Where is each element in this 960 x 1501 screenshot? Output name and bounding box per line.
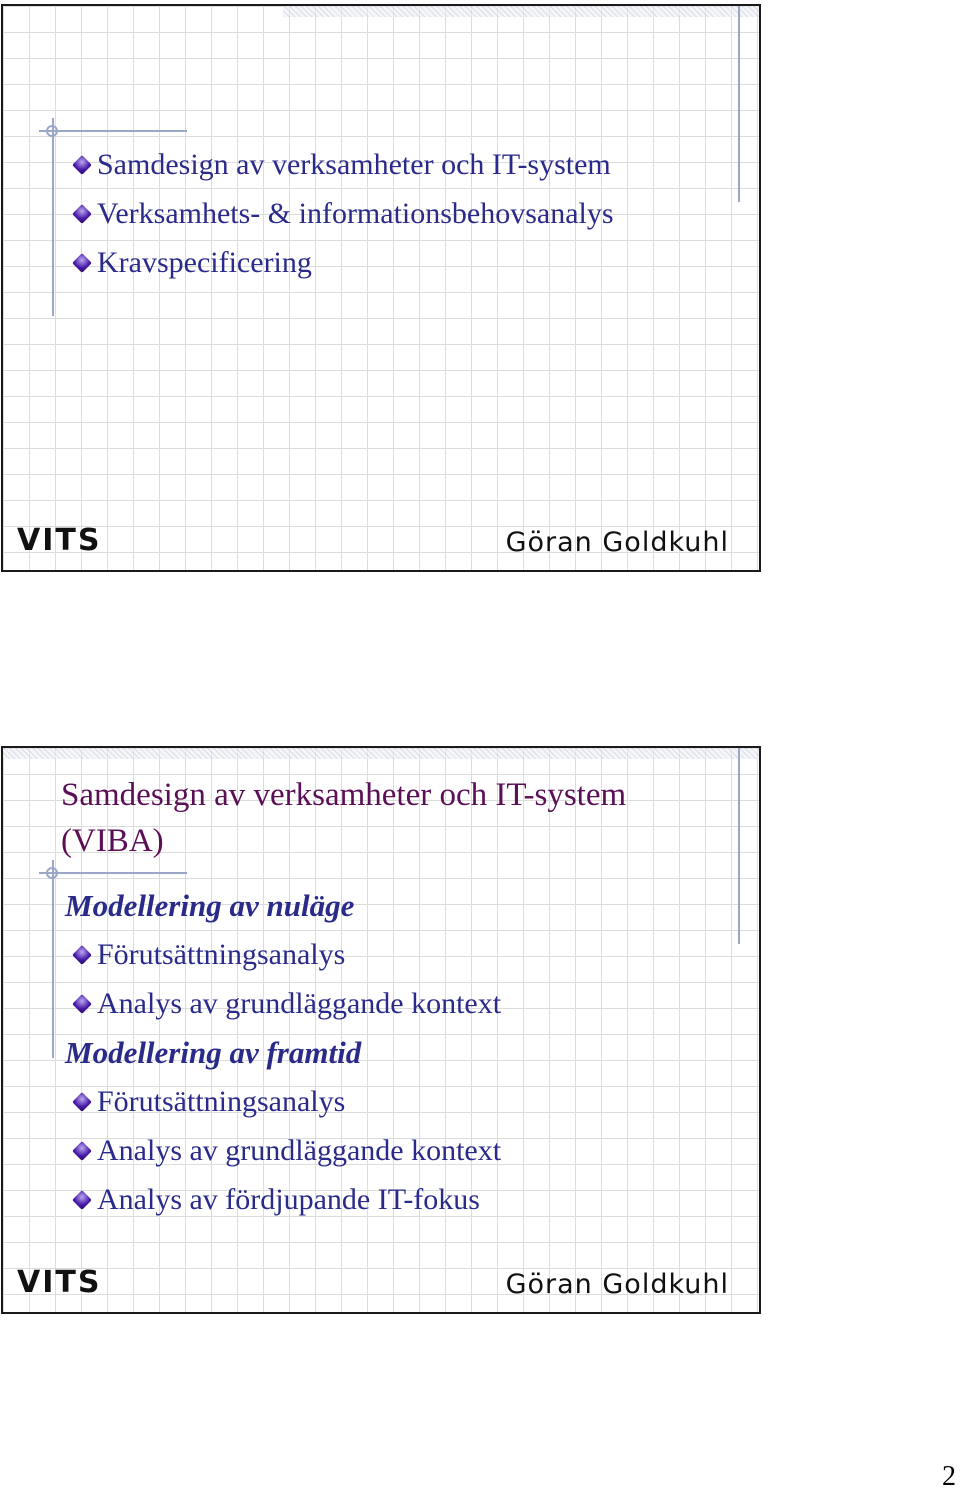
bullet-item bbox=[65, 1175, 729, 1224]
footer-author: Göran Goldkuhl bbox=[505, 527, 729, 558]
diamond-bullet-icon bbox=[72, 155, 92, 175]
decor-vline-right bbox=[738, 6, 740, 202]
slide-2-body bbox=[65, 881, 729, 1224]
decor-circle bbox=[46, 867, 58, 879]
bullet-item bbox=[65, 1077, 729, 1126]
decor-hline bbox=[39, 872, 187, 874]
section-heading-framtid: Modellering av framtid bbox=[65, 1034, 362, 1070]
diamond-bullet-icon bbox=[72, 253, 92, 273]
slide-2 bbox=[1, 746, 761, 1314]
slide-title-line-1: Samdesign av verksamheter och IT-system bbox=[61, 776, 627, 813]
bullet-item bbox=[65, 238, 729, 287]
bullet-item bbox=[65, 930, 729, 979]
decor-hline bbox=[39, 130, 187, 132]
diamond-bullet-icon bbox=[72, 1092, 92, 1112]
footer-logo: VITS bbox=[17, 523, 102, 558]
decor-vline bbox=[52, 860, 54, 1058]
diamond-bullet-icon bbox=[72, 1190, 92, 1210]
slide-top-band bbox=[283, 6, 759, 17]
bullet-item bbox=[65, 979, 729, 1028]
slide-top-band bbox=[3, 748, 759, 759]
diamond-bullet-icon bbox=[72, 945, 92, 965]
bullet-item bbox=[65, 1126, 729, 1175]
bullet-text: Kravspecificering bbox=[97, 245, 312, 279]
decor-vline bbox=[52, 118, 54, 316]
slide-title-line-2: (VIBA) bbox=[61, 822, 164, 859]
decor-vline-right bbox=[738, 748, 740, 944]
bullet-text: Verksamhets- & informationsbehovsanalys bbox=[97, 196, 614, 230]
footer-logo: VITS bbox=[17, 1265, 102, 1300]
footer-author: Göran Goldkuhl bbox=[505, 1269, 729, 1300]
bullet-text: Förutsättningsanalys bbox=[97, 1084, 346, 1118]
page-number: 2 bbox=[942, 1461, 956, 1492]
diamond-bullet-icon bbox=[72, 1141, 92, 1161]
section-heading-nulage: Modellering av nuläge bbox=[65, 887, 355, 923]
bullet-item bbox=[65, 189, 729, 238]
bullet-item bbox=[65, 140, 729, 189]
bullet-text: Förutsättningsanalys bbox=[97, 937, 346, 971]
bullet-text: Samdesign av verksamheter och IT-system bbox=[97, 147, 611, 181]
bullet-text: Analys av fördjupande IT-fokus bbox=[97, 1182, 480, 1216]
decor-circle bbox=[46, 125, 58, 137]
bullet-text: Analys av grundläggande kontext bbox=[97, 1133, 502, 1167]
slide-1 bbox=[1, 4, 761, 572]
bullet-text: Analys av grundläggande kontext bbox=[97, 986, 502, 1020]
diamond-bullet-icon bbox=[72, 994, 92, 1014]
diamond-bullet-icon bbox=[72, 204, 92, 224]
slide-2-title bbox=[61, 772, 729, 864]
slide-1-bullets bbox=[65, 140, 729, 287]
